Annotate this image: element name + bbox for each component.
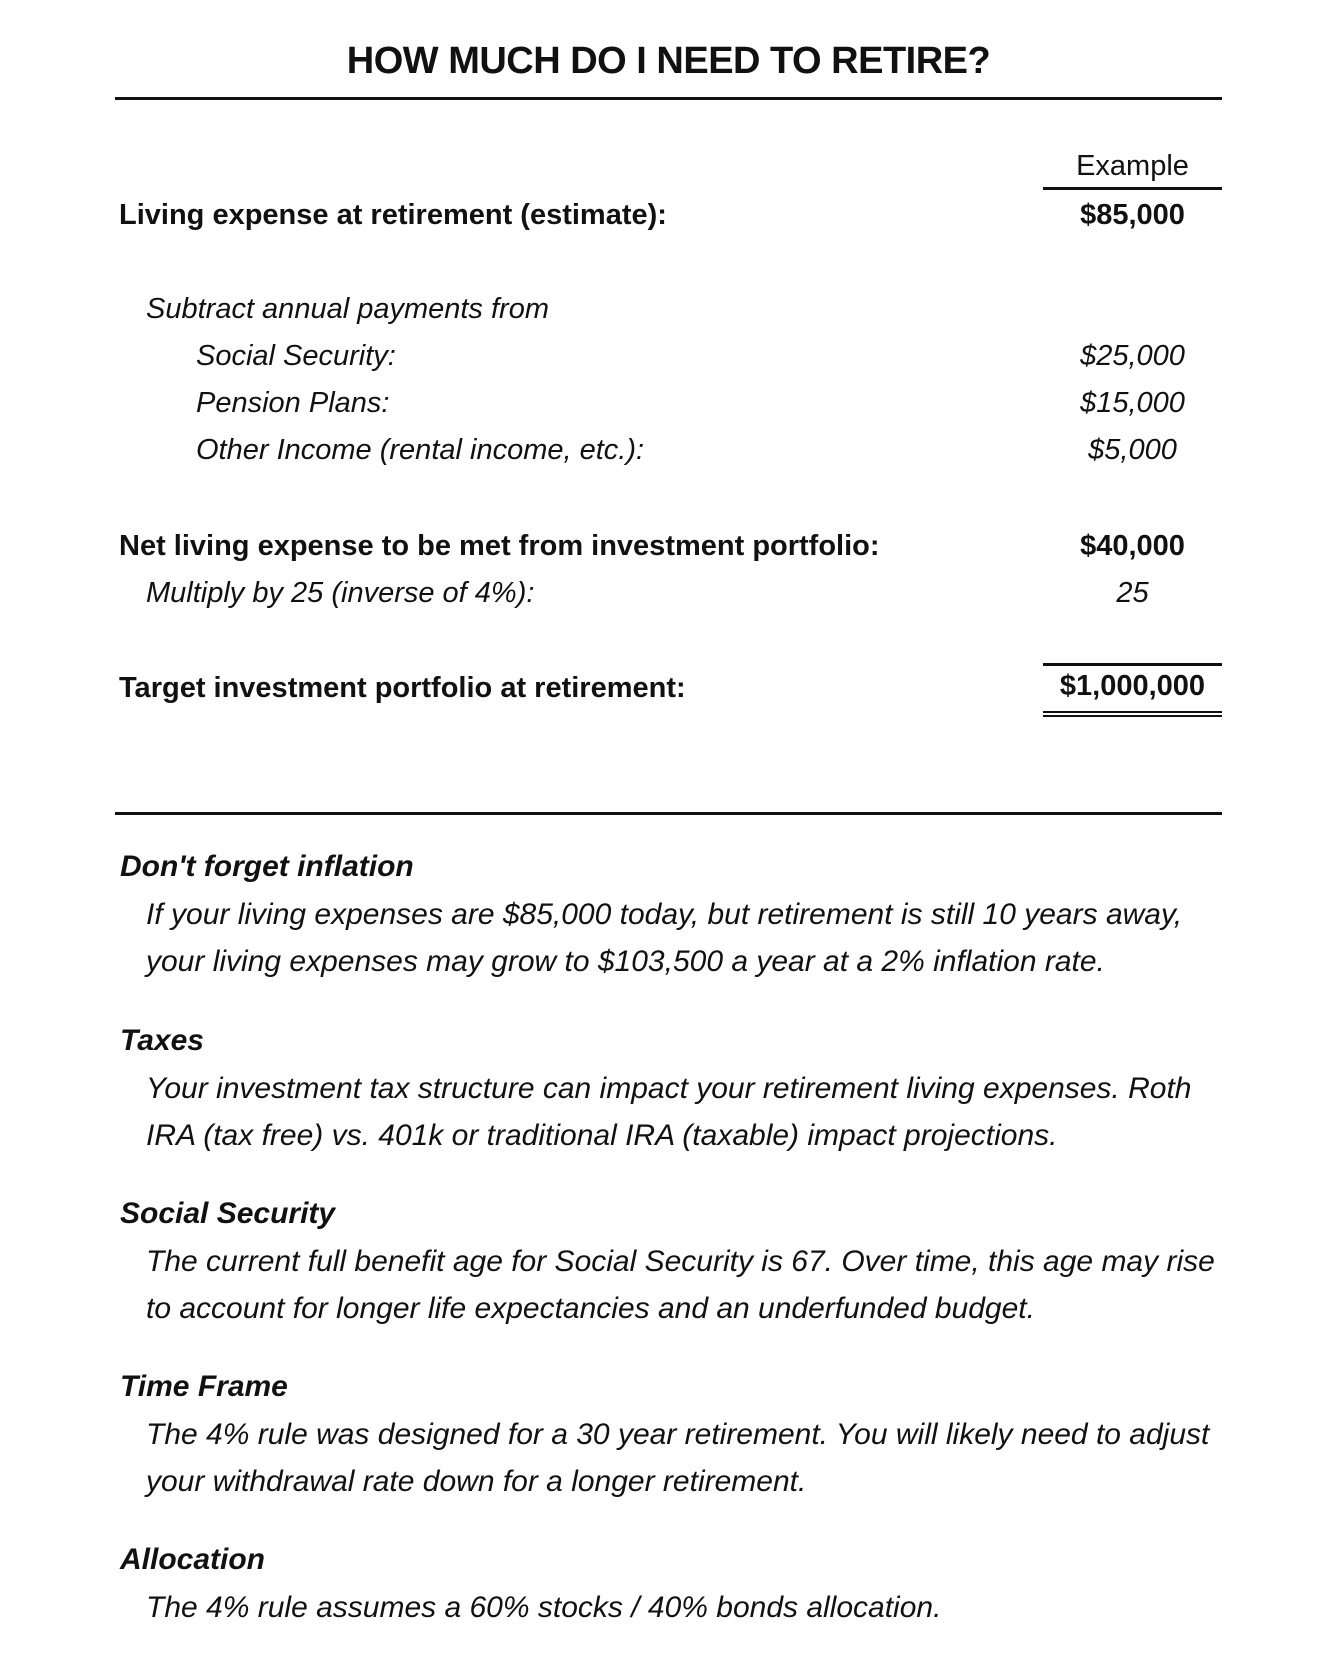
page-title: HOW MUCH DO I NEED TO RETIRE? bbox=[346, 40, 991, 82]
social-security-body: The current full benefit age for Social Security is 67. Over time, this age may rise to account for longer life expectancies and an underfunded budget. bbox=[146, 1245, 1215, 1325]
section-divider bbox=[115, 812, 1222, 815]
pension-value: $15,000 bbox=[1080, 387, 1185, 419]
living-expense-label: Living expense at retirement (estimate): bbox=[119, 199, 667, 231]
target-value-box bbox=[1043, 663, 1222, 717]
other-income-value: $5,000 bbox=[1088, 434, 1177, 466]
social-security-value: $25,000 bbox=[1080, 340, 1185, 372]
social-security-heading: Social Security bbox=[120, 1197, 336, 1230]
subtract-intro: Subtract annual payments from bbox=[146, 293, 549, 325]
example-column-header bbox=[1043, 150, 1222, 190]
target-label: Target investment portfolio at retirement: bbox=[119, 672, 686, 704]
net-expense-value: $40,000 bbox=[1080, 530, 1185, 562]
inflation-body: If your living expenses are $85,000 today, but retirement is still 10 years away, your living expenses may grow to $103,500 a year at a 2% inflation rate. bbox=[146, 898, 1183, 978]
example-header-label: Example bbox=[1043, 150, 1222, 190]
time-frame-body: The 4% rule was designed for a 30 year retirement. You will likely need to adjust your withdrawal rate down for a longer retirement. bbox=[146, 1418, 1210, 1498]
taxes-body: Your investment tax structure can impact your retirement living expenses. Roth IRA (tax free) vs. 401k or traditional IRA (taxable) impact projections. bbox=[146, 1072, 1192, 1152]
target-value: $1,000,000 bbox=[1043, 663, 1222, 717]
other-income-label: Other Income (rental income, etc.): bbox=[196, 434, 645, 466]
title-divider bbox=[115, 97, 1222, 100]
allocation-heading: Allocation bbox=[120, 1543, 266, 1576]
time-frame-heading: Time Frame bbox=[120, 1370, 288, 1403]
inflation-heading: Don't forget inflation bbox=[120, 850, 414, 883]
pension-label: Pension Plans: bbox=[196, 387, 390, 419]
living-expense-value: $85,000 bbox=[1080, 199, 1185, 231]
multiply-label: Multiply by 25 (inverse of 4%): bbox=[146, 577, 535, 609]
taxes-heading: Taxes bbox=[120, 1024, 204, 1057]
multiply-value: 25 bbox=[1116, 577, 1149, 609]
net-expense-label: Net living expense to be met from investment portfolio: bbox=[119, 530, 880, 562]
social-security-label: Social Security: bbox=[196, 340, 396, 372]
allocation-body: The 4% rule assumes a 60% stocks / 40% bonds allocation. bbox=[146, 1591, 942, 1624]
